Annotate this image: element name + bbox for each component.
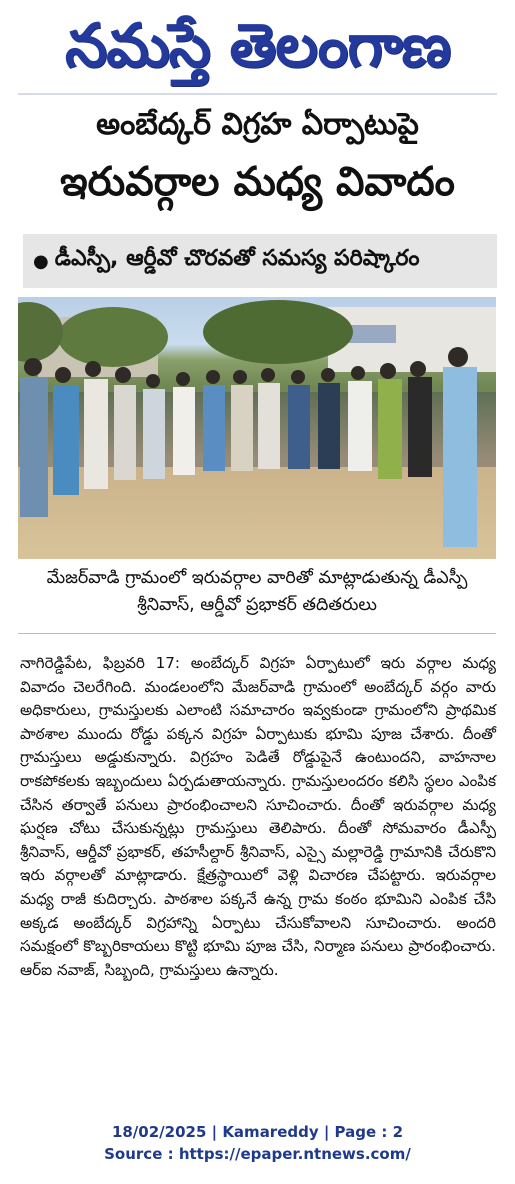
- page-footer: [0, 1121, 515, 1165]
- article-kicker: అంబేద్కర్ విగ్రహ ఏర్పాటుపై: [96, 107, 419, 142]
- photo-illustration: [18, 297, 496, 559]
- masthead-title: నమస్తే తెలంగాణ: [64, 11, 451, 81]
- footer-edition-info: 18/02/2025 | Kamareddy | Page : 2: [111, 1123, 404, 1141]
- caption-divider: [18, 633, 496, 634]
- photo-caption-line: మేజర్‌వాడి గ్రామంలో ఇరువర్గాల వారితో మాట్లాడుతున్న డీఎస్పీ: [46, 568, 468, 588]
- article-headline: ఇరువర్గాల మధ్య వివాదం: [60, 159, 455, 205]
- photo-tree: [203, 300, 353, 364]
- photo-caption: [18, 565, 496, 619]
- masthead-divider: [18, 93, 497, 95]
- deck-bullet: ●: [33, 250, 49, 272]
- article-deck: [23, 234, 497, 288]
- deck-text: డీఎస్పీ, ఆర్డీవో చొరవతో సమస్య పరిష్కారం: [54, 246, 420, 271]
- footer-source: Source : https://epaper.ntnews.com/: [104, 1145, 411, 1163]
- article-photo: [18, 297, 496, 559]
- photo-caption-line: శ్రీనివాస్, ఆర్డీవో ప్రభాకర్ తదితరులు: [137, 595, 377, 615]
- photo-tree: [58, 307, 168, 367]
- article-body: నాగిరెడ్డిపేట, ఫిబ్రవరి 17: అంబేద్కర్ విగ్రహ ఏర్పాటులో ఇరు వర్గాల మధ్య వివాదం చెలరేగింది. మండలంలోని మేజర్‌వాడి గ్రామంలో అంబేద్కర్ వర్గం వారు అధికారులు, గ్రామస్తులకు ఎలాంటి సమాచారం ఇవ్వకుండా గ్రామంలోని ప్రాథమిక పాఠశాల ముందు రోడ్డు పక్కన విగ్రహ ఏర్పాటుకు భూమి పూజ చేశారు. దీంతో గ్రామస్తులు అడ్డుకున్నారు. విగ్రహం పెడితే రోడ్డుపైనే ఉంటుందని, వాహనాల రాకపోకలకు ఇబ్బందులు ఏర్పడుతాయన్నారు. గ్రామస్తులందరం కలిసి స్థలం ఎంపిక చేసిన తర్వాతే పనులు ప్రారంభించాలని సూచించారు. దీంతో ఇరువర్గాల మధ్య ఘర్షణ చోటు చేసుకున్నట్లు గ్రామస్తులు తెలిపారు. దీంతో సోమవారం డీఎస్పీ శ్రీనివాస్, ఆర్డీవో ప్రభాకర్, తహసీల్దార్ శ్రీనివాస్, ఎస్సై మల్లారెడ్డి గ్రామానికి చేరుకొని ఇరు వర్గాలతో మాట్లాడారు. క్షేత్రస్థాయిలో వెళ్లి విచారణ చేపట్టారు. ఇరువర్గాల మధ్య రాజీ కుదిర్చారు. పాఠశాల పక్కనే ఉన్న గ్రామ కంఠం భూమిని ఎంపిక చేసి అక్కడ అంబేద్కర్ విగ్రహాన్ని ఏర్పాటు చేసుకోవాలని సూచించారు. అందరి సమక్షంలో కొబ్బరికాయలు కొట్టి భూమి పూజ చేసి, నిర్మాణ పనులు ప్రారంభించారు. ఆర్ఐ నవాజ్, సిబ్బంది, గ్రామస్తులు ఉన్నారు.: [20, 654, 496, 979]
- newspaper-masthead: [0, 0, 515, 92]
